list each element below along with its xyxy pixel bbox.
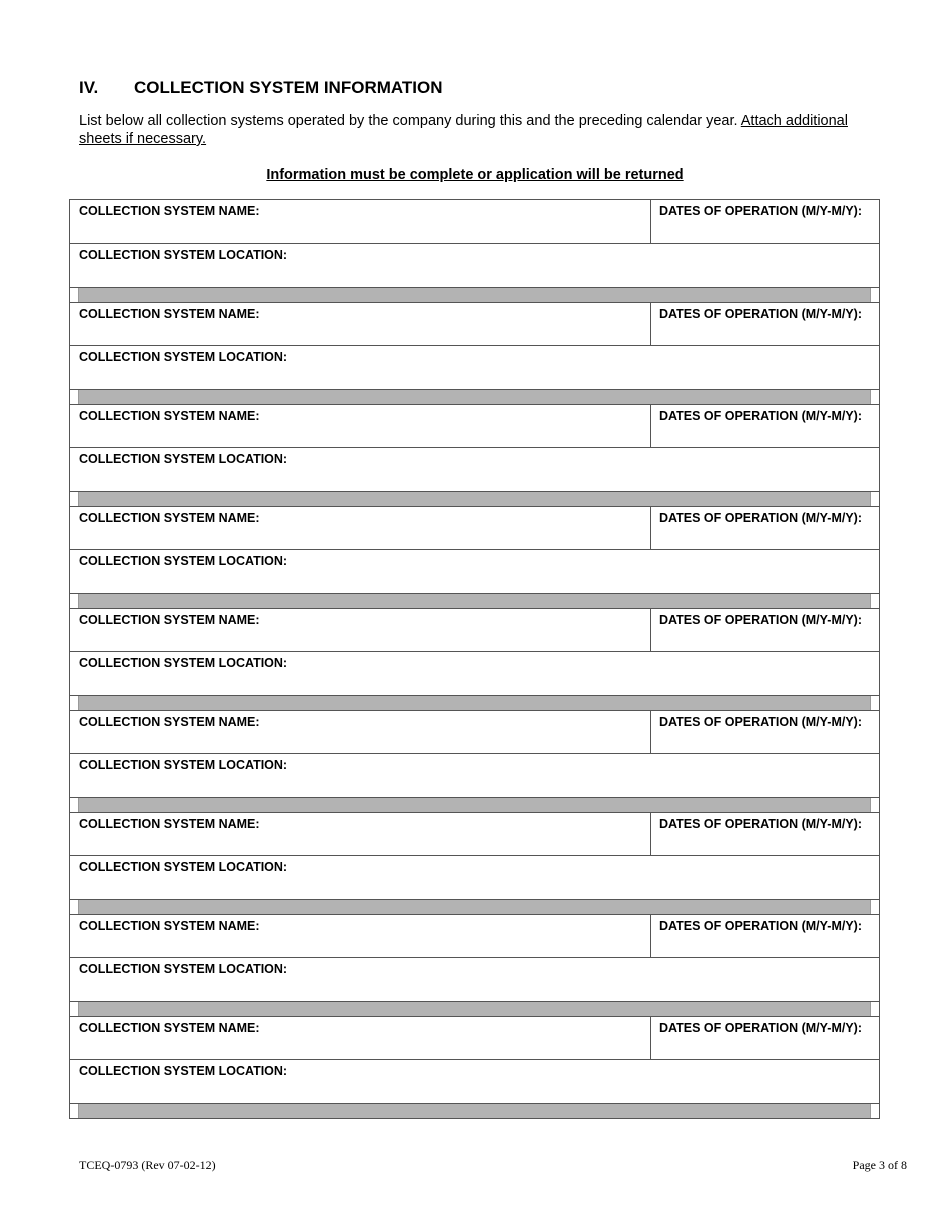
entry-separator [78, 696, 871, 710]
collection-system-entry [70, 608, 879, 710]
section-numeral: IV. [79, 78, 99, 97]
system-name-field[interactable] [70, 813, 651, 855]
collection-system-entry [70, 1016, 879, 1118]
system-location-field[interactable] [70, 856, 879, 900]
collection-system-entry [70, 200, 879, 302]
name-dates-row [70, 812, 879, 856]
dates-of-operation-label: DATES OF OPERATION (M/Y-M/Y): [659, 511, 863, 525]
system-location-field[interactable] [70, 1060, 879, 1104]
entry-separator [78, 798, 871, 812]
entry-separator [78, 1104, 871, 1118]
system-location-label: COLLECTION SYSTEM LOCATION: [79, 248, 288, 262]
system-name-label: COLLECTION SYSTEM NAME: [79, 817, 260, 831]
dates-of-operation-field[interactable] [651, 200, 879, 243]
entry-separator [78, 1002, 871, 1016]
section-title: COLLECTION SYSTEM INFORMATION [134, 78, 443, 97]
system-name-label: COLLECTION SYSTEM NAME: [79, 613, 260, 627]
system-name-field[interactable] [70, 303, 651, 345]
dates-of-operation-field[interactable] [651, 405, 879, 447]
system-name-field[interactable] [70, 1017, 651, 1059]
dates-of-operation-label: DATES OF OPERATION (M/Y-M/Y): [659, 817, 863, 831]
system-name-label: COLLECTION SYSTEM NAME: [79, 409, 260, 423]
system-name-field[interactable] [70, 200, 651, 243]
dates-of-operation-field[interactable] [651, 711, 879, 753]
intro-text: List below all collection systems operated by the company during this and the preceding calendar year. [79, 113, 741, 129]
system-location-field[interactable] [70, 754, 879, 798]
dates-of-operation-label: DATES OF OPERATION (M/Y-M/Y): [659, 919, 863, 933]
name-dates-row [70, 506, 879, 550]
collection-system-entry [70, 914, 879, 1016]
entry-separator [78, 594, 871, 608]
dates-of-operation-field[interactable] [651, 915, 879, 957]
page-number: Page 3 of 8 [852, 1158, 907, 1172]
system-location-label: COLLECTION SYSTEM LOCATION: [79, 554, 288, 568]
system-name-field[interactable] [70, 507, 651, 549]
dates-of-operation-label: DATES OF OPERATION (M/Y-M/Y): [659, 613, 863, 627]
dates-of-operation-label: DATES OF OPERATION (M/Y-M/Y): [659, 204, 863, 218]
name-dates-row [70, 1016, 879, 1060]
collection-system-entry [70, 812, 879, 914]
system-name-label: COLLECTION SYSTEM NAME: [79, 511, 260, 525]
dates-of-operation-field[interactable] [651, 303, 879, 345]
intro-paragraph [79, 112, 859, 148]
name-dates-row [70, 302, 879, 346]
system-name-field[interactable] [70, 915, 651, 957]
name-dates-row [70, 404, 879, 448]
system-name-field[interactable] [70, 609, 651, 651]
dates-of-operation-label: DATES OF OPERATION (M/Y-M/Y): [659, 409, 863, 423]
system-name-label: COLLECTION SYSTEM NAME: [79, 1021, 260, 1035]
system-location-label: COLLECTION SYSTEM LOCATION: [79, 962, 288, 976]
entry-separator [78, 390, 871, 404]
system-location-field[interactable] [70, 346, 879, 390]
section-heading [79, 78, 443, 98]
dates-of-operation-field[interactable] [651, 609, 879, 651]
entry-separator [78, 288, 871, 302]
collection-systems-table [69, 199, 880, 1119]
system-location-label: COLLECTION SYSTEM LOCATION: [79, 860, 288, 874]
name-dates-row [70, 200, 879, 244]
attach-sheets-note: Attach additional sheets if necessary. [79, 113, 848, 147]
entry-separator [78, 492, 871, 506]
system-location-label: COLLECTION SYSTEM LOCATION: [79, 350, 288, 364]
entry-separator [78, 900, 871, 914]
system-name-label: COLLECTION SYSTEM NAME: [79, 307, 260, 321]
name-dates-row [70, 608, 879, 652]
dates-of-operation-field[interactable] [651, 1017, 879, 1059]
dates-of-operation-label: DATES OF OPERATION (M/Y-M/Y): [659, 1021, 863, 1035]
system-location-field[interactable] [70, 244, 879, 288]
collection-system-entry [70, 302, 879, 404]
collection-system-entry [70, 404, 879, 506]
system-location-field[interactable] [70, 550, 879, 594]
system-location-label: COLLECTION SYSTEM LOCATION: [79, 1064, 288, 1078]
system-location-label: COLLECTION SYSTEM LOCATION: [79, 758, 288, 772]
completeness-warning: Information must be complete or application will be returned [266, 167, 684, 183]
system-location-field[interactable] [70, 652, 879, 696]
system-name-label: COLLECTION SYSTEM NAME: [79, 919, 260, 933]
name-dates-row [70, 710, 879, 754]
dates-of-operation-field[interactable] [651, 507, 879, 549]
system-location-field[interactable] [70, 448, 879, 492]
system-name-label: COLLECTION SYSTEM NAME: [79, 204, 260, 218]
dates-of-operation-label: DATES OF OPERATION (M/Y-M/Y): [659, 307, 863, 321]
system-location-field[interactable] [70, 958, 879, 1002]
dates-of-operation-label: DATES OF OPERATION (M/Y-M/Y): [659, 715, 863, 729]
name-dates-row [70, 914, 879, 958]
collection-system-entry [70, 710, 879, 812]
system-name-label: COLLECTION SYSTEM NAME: [79, 715, 260, 729]
system-name-field[interactable] [70, 405, 651, 447]
system-location-label: COLLECTION SYSTEM LOCATION: [79, 452, 288, 466]
system-name-field[interactable] [70, 711, 651, 753]
form-id: TCEQ-0793 (Rev 07-02-12) [79, 1158, 216, 1172]
system-location-label: COLLECTION SYSTEM LOCATION: [79, 656, 288, 670]
dates-of-operation-field[interactable] [651, 813, 879, 855]
collection-system-entry [70, 506, 879, 608]
